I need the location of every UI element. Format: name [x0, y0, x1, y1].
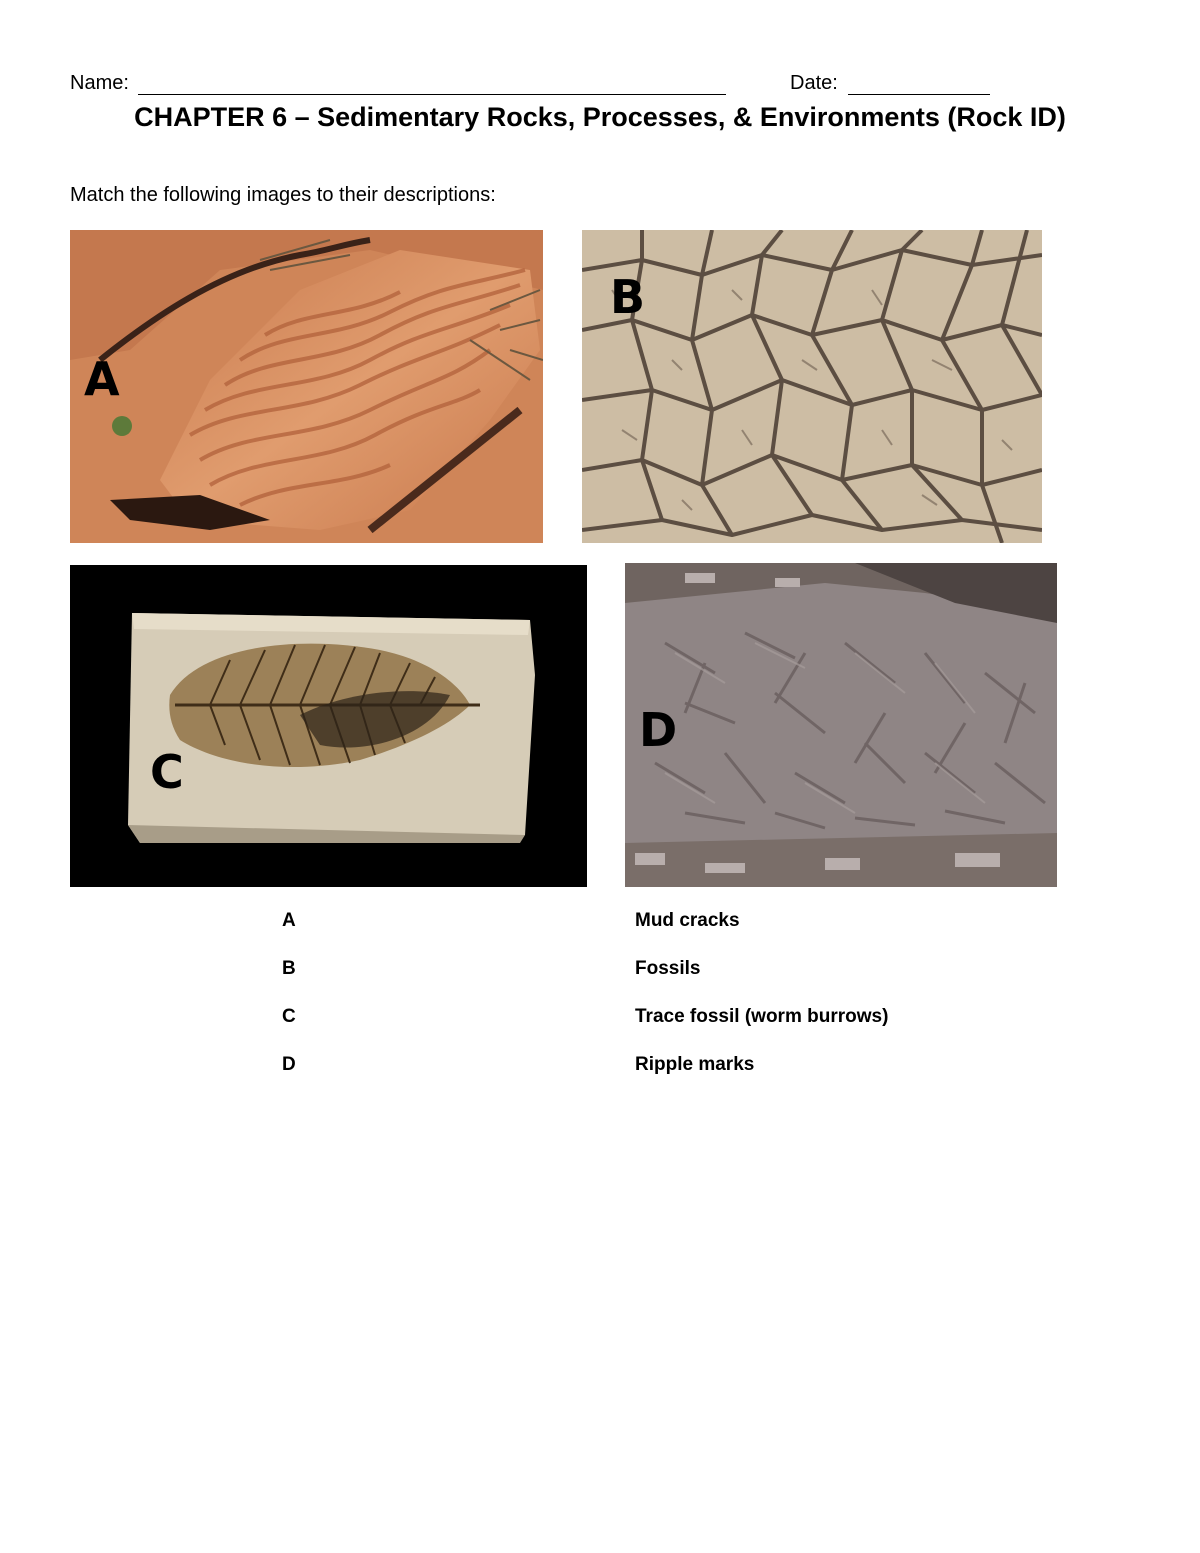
name-field[interactable] — [138, 94, 726, 95]
photo-trace-fossil — [625, 563, 1057, 887]
description-fossils: Fossils — [635, 958, 701, 979]
photo-letter-b: B — [610, 270, 646, 324]
date-label: Date: — [790, 72, 838, 94]
photo-letter-a: A — [84, 352, 120, 406]
description-ripple-marks: Ripple marks — [635, 1054, 755, 1075]
instructions: Match the following images to their descriptions: — [70, 184, 496, 206]
photo-letter-c: C — [150, 745, 184, 799]
description-trace-fossil: Trace fossil (worm burrows) — [635, 1006, 889, 1027]
name-label: Name: — [70, 72, 129, 94]
match-letter-a: A — [282, 910, 296, 931]
page-title: CHAPTER 6 – Sedimentary Rocks, Processes, & Environments (Rock ID) — [134, 102, 1066, 132]
match-letter-d: D — [282, 1054, 296, 1075]
photo-ripple-marks — [70, 230, 543, 543]
photo-mud-cracks — [582, 230, 1042, 543]
photo-fossil — [70, 565, 587, 887]
match-letter-b: B — [282, 958, 296, 979]
header-row — [70, 72, 1000, 100]
photo-letter-d: D — [639, 703, 678, 757]
match-letter-c: C — [282, 1006, 296, 1027]
description-mud-cracks: Mud cracks — [635, 910, 740, 931]
date-field[interactable] — [848, 94, 990, 95]
